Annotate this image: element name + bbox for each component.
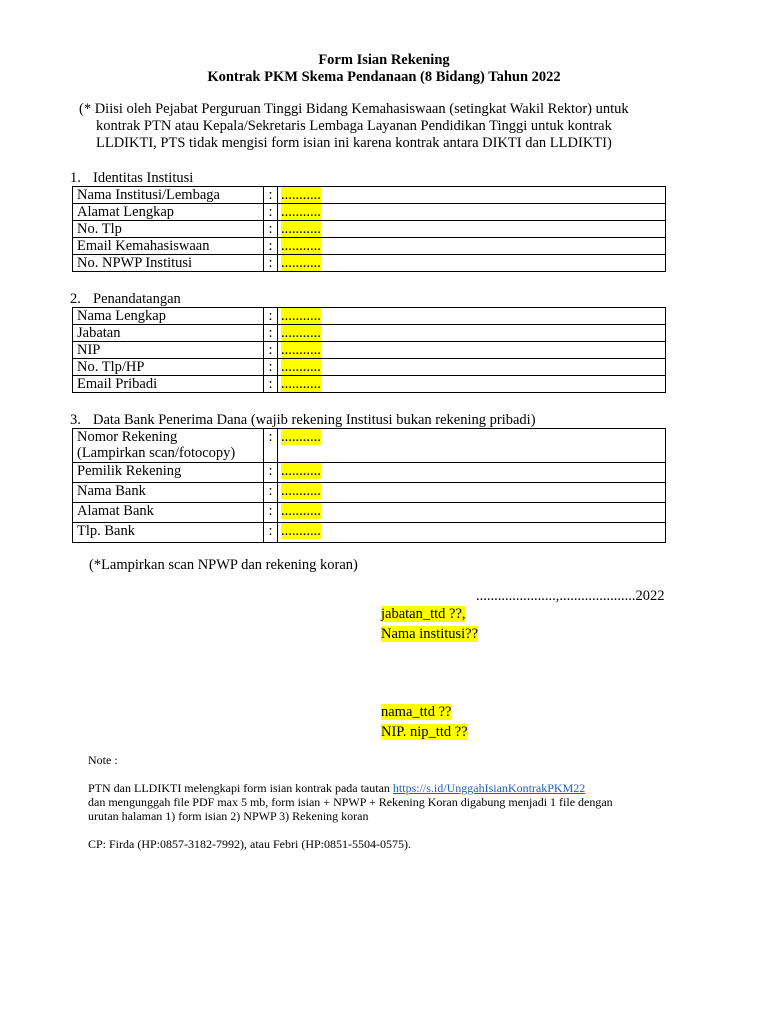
table-row bbox=[73, 376, 666, 393]
placeholder-dots: ........... bbox=[281, 359, 321, 375]
table-row bbox=[73, 255, 666, 272]
field-value[interactable] bbox=[278, 325, 666, 342]
placeholder-dots: ........... bbox=[281, 308, 321, 324]
form-title: Form Isian Rekening bbox=[318, 52, 450, 68]
section-title: Data Bank Penerima Dana (wajib rekening Institusi bukan rekening pribadi) bbox=[93, 412, 536, 428]
field-value[interactable] bbox=[278, 503, 666, 523]
placeholder-dots: ........... bbox=[281, 523, 321, 539]
placeholder-dots: ........... bbox=[281, 187, 321, 203]
field-label: No. NPWP Institusi bbox=[73, 255, 264, 272]
colon: : bbox=[264, 204, 278, 221]
field-label: Alamat Lengkap bbox=[73, 204, 264, 221]
colon: : bbox=[264, 221, 278, 238]
table-row bbox=[73, 308, 666, 325]
signature-header bbox=[381, 604, 478, 644]
section-3-heading bbox=[70, 412, 536, 429]
table-row bbox=[73, 359, 666, 376]
intro-line: kontrak PTN atau Kepala/Sekretaris Lembaga Layanan Pendidikan Tinggi untuk kontrak bbox=[96, 118, 612, 134]
field-value[interactable] bbox=[278, 483, 666, 503]
colon: : bbox=[264, 523, 278, 543]
field-label: Nama Lengkap bbox=[73, 308, 264, 325]
colon: : bbox=[264, 376, 278, 393]
section-title: Penandatangan bbox=[93, 291, 181, 307]
table-row bbox=[73, 204, 666, 221]
field-value[interactable] bbox=[278, 376, 666, 393]
field-value[interactable] bbox=[278, 187, 666, 204]
colon: : bbox=[264, 342, 278, 359]
field-label: Pemilik Rekening bbox=[73, 463, 264, 483]
contact-person: CP: Firda (HP:0857-3182-7992), atau Febri (HP:0851-5504-0575). bbox=[88, 837, 411, 851]
section-2-heading bbox=[70, 291, 181, 308]
section-number: 2. bbox=[70, 291, 81, 307]
colon: : bbox=[264, 429, 278, 463]
colon: : bbox=[264, 187, 278, 204]
section-title: Identitas Institusi bbox=[93, 170, 194, 186]
signatory-position-placeholder: jabatan_ttd ??, bbox=[381, 606, 466, 622]
table-row bbox=[73, 429, 666, 463]
field-label: NIP bbox=[73, 342, 264, 359]
form-subtitle: Kontrak PKM Skema Pendanaan (8 Bidang) Tahun 2022 bbox=[207, 69, 561, 85]
institution-name-placeholder: Nama institusi?? bbox=[381, 626, 479, 642]
placeholder-dots: ........... bbox=[281, 255, 321, 271]
field-value[interactable] bbox=[278, 308, 666, 325]
section-number: 3. bbox=[70, 412, 81, 428]
placeholder-dots: ........... bbox=[281, 376, 321, 392]
field-value[interactable] bbox=[278, 463, 666, 483]
place-date-line: ......................,.....................2022 bbox=[476, 588, 665, 604]
field-value[interactable] bbox=[278, 523, 666, 543]
colon: : bbox=[264, 325, 278, 342]
table-row bbox=[73, 523, 666, 543]
signatory-table bbox=[72, 307, 666, 393]
field-label bbox=[73, 429, 264, 463]
institution-table bbox=[72, 186, 666, 272]
field-label: Email Pribadi bbox=[73, 376, 264, 393]
note-paragraph bbox=[88, 781, 688, 823]
field-label: No. Tlp bbox=[73, 221, 264, 238]
placeholder-dots: ........... bbox=[281, 238, 321, 254]
colon: : bbox=[264, 463, 278, 483]
table-row bbox=[73, 483, 666, 503]
colon: : bbox=[264, 483, 278, 503]
field-label: No. Tlp/HP bbox=[73, 359, 264, 376]
table-row bbox=[73, 325, 666, 342]
intro-paragraph bbox=[79, 101, 699, 152]
colon: : bbox=[264, 503, 278, 523]
intro-line: LLDIKTI, PTS tidak mengisi form isian ini karena kontrak antara DIKTI dan LLDIKTI) bbox=[96, 135, 612, 151]
placeholder-dots: ........... bbox=[281, 221, 321, 237]
placeholder-dots: ........... bbox=[281, 483, 321, 499]
field-value[interactable] bbox=[278, 204, 666, 221]
field-label: Jabatan bbox=[73, 325, 264, 342]
colon: : bbox=[264, 238, 278, 255]
field-value[interactable] bbox=[278, 342, 666, 359]
field-label: Nama Bank bbox=[73, 483, 264, 503]
signatory-name-placeholder: nama_ttd ?? bbox=[381, 704, 452, 720]
placeholder-dots: ........... bbox=[281, 429, 321, 445]
note-text: dan mengunggah file PDF max 5 mb, form isian + NPWP + Rekening Koran digabung menjadi 1 file dengan bbox=[88, 795, 613, 809]
placeholder-dots: ........... bbox=[281, 342, 321, 358]
placeholder-dots: ........... bbox=[281, 325, 321, 341]
field-label: Tlp. Bank bbox=[73, 523, 264, 543]
colon: : bbox=[264, 359, 278, 376]
note-text: urutan halaman 1) form isian 2) NPWP 3) Rekening koran bbox=[88, 809, 369, 823]
field-label: Nama Institusi/Lembaga bbox=[73, 187, 264, 204]
table-row bbox=[73, 342, 666, 359]
bank-table bbox=[72, 428, 666, 543]
note-text: PTN dan LLDIKTI melengkapi form isian kontrak pada tautan bbox=[88, 781, 393, 795]
table-row bbox=[73, 463, 666, 483]
table-row bbox=[73, 503, 666, 523]
field-label: Email Kemahasiswaan bbox=[73, 238, 264, 255]
field-label: Alamat Bank bbox=[73, 503, 264, 523]
field-value[interactable] bbox=[278, 429, 666, 463]
field-value[interactable] bbox=[278, 221, 666, 238]
table-row bbox=[73, 238, 666, 255]
section-1-heading bbox=[70, 170, 193, 187]
colon: : bbox=[264, 255, 278, 272]
colon: : bbox=[264, 308, 278, 325]
signatory-nip-placeholder: NIP. nip_ttd ?? bbox=[381, 724, 468, 740]
field-value[interactable] bbox=[278, 238, 666, 255]
placeholder-dots: ........... bbox=[281, 503, 321, 519]
field-label-line: Nomor Rekening bbox=[77, 429, 178, 445]
field-label-line: (Lampirkan scan/fotocopy) bbox=[77, 445, 236, 461]
placeholder-dots: ........... bbox=[281, 463, 321, 479]
table-row bbox=[73, 221, 666, 238]
placeholder-dots: ........... bbox=[281, 204, 321, 220]
table-row bbox=[73, 187, 666, 204]
section-number: 1. bbox=[70, 170, 81, 186]
field-value[interactable] bbox=[278, 255, 666, 272]
field-value[interactable] bbox=[278, 359, 666, 376]
note-label: Note : bbox=[88, 753, 118, 767]
attachment-note: (*Lampirkan scan NPWP dan rekening koran) bbox=[89, 557, 358, 573]
signature-footer bbox=[381, 702, 468, 742]
intro-line: (* Diisi oleh Pejabat Perguruan Tinggi Bidang Kemahasiswaan (setingkat Wakil Rektor) untuk bbox=[79, 101, 629, 117]
upload-link[interactable]: https://s.id/UnggahIsianKontrakPKM22 bbox=[392, 781, 586, 795]
